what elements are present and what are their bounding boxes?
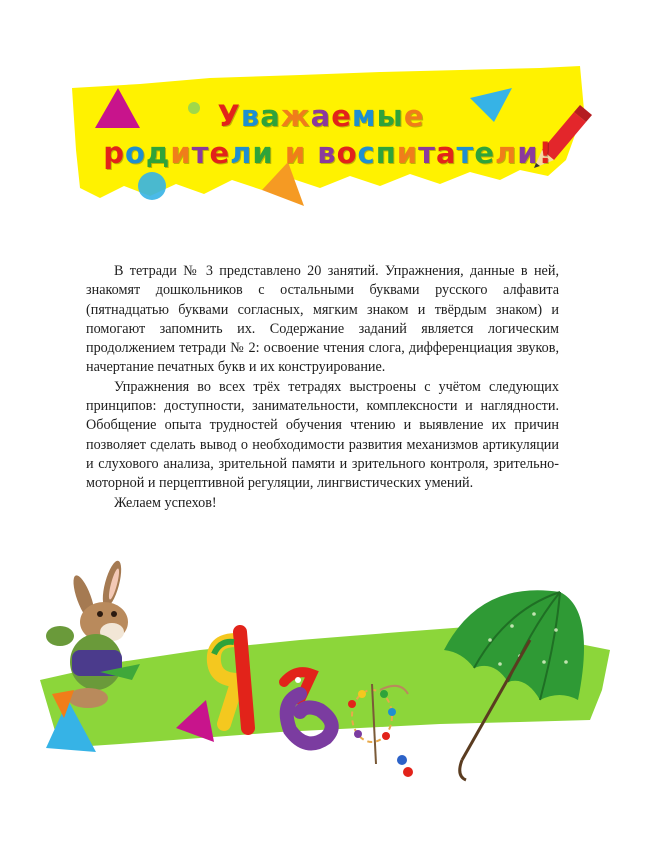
title-char: в [317,136,337,170]
title-char [274,136,285,170]
title-char: е [403,99,425,133]
title-line-1 [0,98,650,134]
title-char: л [230,136,253,170]
title-char: ! [538,136,553,170]
title-char: т [191,136,210,170]
title-char: т [456,136,475,170]
bottom-illustration [0,540,650,857]
title-char: с [357,136,376,170]
title-char: ы [376,99,404,133]
title-char: л [495,136,518,170]
title-char: и [170,136,192,170]
title-char: а [260,99,281,133]
paragraph-3: Желаем успехов! [114,494,217,511]
page-title [0,98,650,172]
title-char: У [217,99,241,133]
title-char: д [145,136,171,170]
intro-text [86,262,559,513]
cyan-circle [138,172,166,200]
title-char: и [396,136,419,170]
title-char: и [517,136,539,170]
title-char [306,136,317,170]
title-char: а [435,136,457,170]
title-char: е [331,99,352,133]
title-char: ж [280,99,311,133]
title-char: е [209,136,231,170]
title-char: и [284,136,307,170]
title-char: и [252,136,274,170]
title-char: п [375,136,397,170]
paragraph-2: Упражнения во всех трёх тетрадях выстроены с учётом следующих принципов: доступности, занимательности, комплексности и наглядности. Обобщение опыта трудностей обучения чтению и выявление их причин позволяет сделать вывод о необходимости развития механизмов артикуляции и слухового анализа, зрительной памяти и зрительного контроля, зрительно-моторной и перцептивной регуляции, лингвистических умений. [86,378,559,492]
title-line-2 [6,134,650,172]
title-char: т [418,136,436,170]
title-char: о [336,136,358,170]
title-char: а [310,99,332,133]
paragraph-1: В тетради № 3 представлено 20 занятий. Упражнения, данные в ней, знакомят дошкольников с остальными буквами русского алфавита (пятнадцатью буквами согласных, мягким знаком и твёрдым знаком) и помогают запомнить их. Содержание заданий является логическим продолжением тетради № 2: освоение чтения слога, дифференциация звуков, начертание печатных букв и их конструирование. [86,263,559,376]
title-char: р [103,136,125,170]
title-char: е [474,136,495,170]
title-char: м [351,99,377,133]
title-char: о [124,136,146,170]
title-char: в [240,99,261,133]
